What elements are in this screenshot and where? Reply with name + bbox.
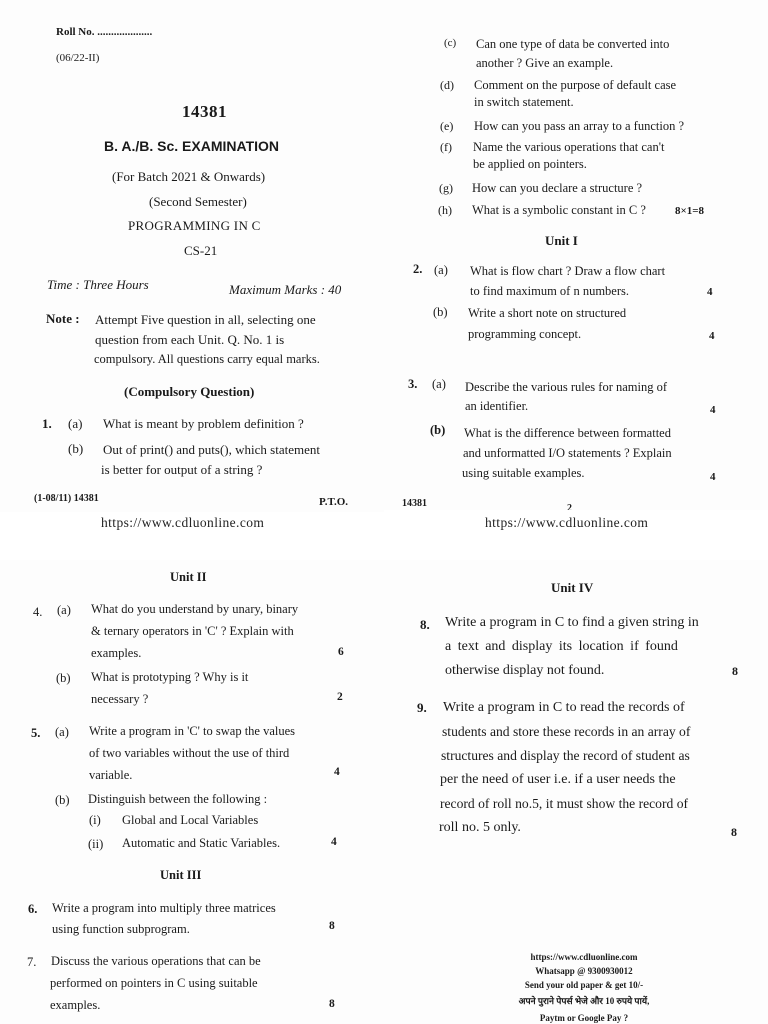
page2-footer-code: 14381 bbox=[402, 498, 427, 509]
q7-marks: 8 bbox=[329, 998, 335, 1010]
q1f-label: (f) bbox=[440, 140, 452, 154]
q2a-marks: 4 bbox=[707, 286, 713, 298]
q5b-i-label: (i) bbox=[89, 813, 101, 827]
q5b-text: Distinguish between the following : bbox=[88, 792, 268, 806]
q3b-marks: 4 bbox=[710, 471, 716, 483]
q1g-label: (g) bbox=[439, 181, 453, 195]
q1f-line-1: Name the various operations that can't bbox=[473, 140, 665, 154]
promo-url: https://www.cdluonline.com bbox=[530, 952, 638, 962]
page-2 bbox=[384, 0, 768, 510]
q2a-label: (a) bbox=[434, 263, 448, 277]
q2b-label: (b) bbox=[433, 305, 448, 319]
q6-line-1: Write a program into multiply three matrices bbox=[52, 901, 276, 915]
exam-title: B. A./B. Sc. EXAMINATION bbox=[104, 138, 280, 154]
q1e-label: (e) bbox=[440, 119, 454, 133]
q5a-line-1: Write a program in 'C' to swap the values bbox=[89, 724, 296, 738]
q2a-line-1: What is flow chart ? Draw a flow chart bbox=[470, 264, 666, 278]
page-number: 2 bbox=[567, 503, 572, 510]
q1e-text: How can you pass an array to a function ? bbox=[474, 119, 684, 133]
q9-line-4: per the need of user i.e. if a user needs the bbox=[440, 772, 676, 787]
q1c-line-1: Can one type of data be converted into bbox=[476, 37, 670, 51]
q9-line-1: Write a program in C to read the records of bbox=[443, 700, 685, 715]
q2b-line-2: programming concept. bbox=[468, 327, 582, 341]
q5b-ii-label: (ii) bbox=[88, 837, 104, 851]
q4a-line-2: & ternary operators in 'C' ? Explain with bbox=[91, 624, 294, 638]
q9-number: 9. bbox=[417, 700, 427, 715]
unit-4-heading: Unit IV bbox=[551, 580, 594, 595]
unit-3-heading: Unit III bbox=[160, 868, 202, 882]
note-label: Note : bbox=[46, 311, 80, 326]
unit-1-heading: Unit I bbox=[545, 233, 578, 248]
q2b-line-1: Write a short note on structured bbox=[468, 306, 627, 320]
q3a-line-2: an identifier. bbox=[465, 399, 529, 413]
q3b-line-1: What is the difference between formatted bbox=[464, 426, 671, 440]
q4b-line-1: What is prototyping ? Why is it bbox=[91, 670, 249, 684]
q9-line-5: record of roll no.5, it must show the record of bbox=[440, 796, 689, 811]
q3a-line-1: Describe the various rules for naming of bbox=[465, 380, 668, 394]
q8-number: 8. bbox=[420, 617, 430, 632]
compulsory-heading: (Compulsory Question) bbox=[124, 384, 255, 399]
q4b-label: (b) bbox=[56, 671, 71, 685]
course-code: CS-21 bbox=[184, 243, 218, 258]
q1a-label: (a) bbox=[68, 416, 83, 431]
q6-line-2: using function subprogram. bbox=[52, 922, 190, 936]
q1c-label: (c) bbox=[444, 37, 457, 49]
q5-number: 5. bbox=[31, 726, 41, 740]
q1f-line-2: be applied on pointers. bbox=[473, 157, 587, 171]
q1c-line-2: another ? Give an example. bbox=[476, 56, 614, 70]
q1b-line-1: Out of print() and puts(), which statement bbox=[103, 442, 320, 457]
page2-website-url: https://www.cdluonline.com bbox=[485, 515, 649, 530]
q1d-line-1: Comment on the purpose of default case bbox=[474, 78, 677, 92]
q5b-ii-text: Automatic and Static Variables. bbox=[122, 836, 281, 850]
q1g-text: How can you declare a structure ? bbox=[472, 181, 643, 195]
q2b-marks: 4 bbox=[709, 330, 715, 342]
q9-line-6: roll no. 5 only. bbox=[439, 820, 521, 835]
q8-line-1: Write a program in C to find a given string in bbox=[445, 615, 699, 630]
q1b-label: (b) bbox=[68, 441, 84, 456]
q1d-line-2: in switch statement. bbox=[474, 95, 574, 109]
note-line-2: question from each Unit. Q. No. 1 is bbox=[95, 332, 285, 347]
q3a-marks: 4 bbox=[710, 404, 716, 416]
page-3 bbox=[0, 560, 384, 1024]
q1-marks: 8×1=8 bbox=[675, 205, 705, 217]
q5a-marks: 4 bbox=[334, 766, 340, 778]
subject: PROGRAMMING IN C bbox=[128, 218, 261, 233]
q6-number: 6. bbox=[28, 902, 38, 916]
q3b-line-2: and unformatted I/O statements ? Explain bbox=[463, 446, 672, 460]
q9-line-2: students and store these records in an array of bbox=[442, 724, 691, 739]
note-line-3: compulsory. All questions carry equal marks. bbox=[94, 352, 320, 366]
q4a-marks: 6 bbox=[338, 646, 344, 658]
q9-marks: 8 bbox=[731, 825, 737, 839]
q4b-line-2: necessary ? bbox=[91, 692, 149, 706]
q1d-label: (d) bbox=[440, 78, 454, 92]
q8-line-3: otherwise display not found. bbox=[445, 663, 605, 678]
promo-hindi: अपने पुराने पेपर्स भेजे और 10 रुपये पायें, bbox=[518, 996, 650, 1006]
q8-marks: 8 bbox=[732, 664, 738, 678]
pto: P.T.O. bbox=[319, 496, 349, 508]
promo-payment: Paytm or Google Pay ? bbox=[539, 1013, 629, 1023]
q8-line-2: a text and display its location if found bbox=[445, 639, 678, 654]
q9-line-3: structures and display the record of student as bbox=[441, 748, 690, 763]
q1b-line-2: is better for output of a string ? bbox=[101, 462, 263, 477]
max-marks: Maximum Marks : 40 bbox=[229, 282, 342, 297]
q3b-label: (b) bbox=[430, 423, 446, 437]
q3a-label: (a) bbox=[432, 377, 446, 391]
q1h-text: What is a symbolic constant in C ? bbox=[472, 203, 646, 217]
page-1 bbox=[0, 0, 384, 512]
q1h-label: (h) bbox=[438, 203, 452, 217]
promo-whatsapp: Whatsapp @ 9300930012 bbox=[535, 966, 633, 976]
time-label: Time : Three Hours bbox=[47, 277, 149, 292]
q7-line-3: examples. bbox=[50, 998, 101, 1012]
page1-website-url: https://www.cdluonline.com bbox=[101, 515, 265, 530]
q4-number: 4. bbox=[33, 605, 43, 619]
session-code: (06/22-II) bbox=[56, 52, 100, 64]
semester: (Second Semester) bbox=[149, 194, 247, 209]
unit-2-heading: Unit II bbox=[170, 570, 207, 584]
q7-line-2: performed on pointers in C using suitable bbox=[50, 976, 258, 990]
q7-line-1: Discuss the various operations that can be bbox=[51, 954, 261, 968]
q5b-label: (b) bbox=[55, 793, 70, 807]
q4a-line-1: What do you understand by unary, binary bbox=[91, 602, 299, 616]
q4a-label: (a) bbox=[57, 603, 71, 617]
q3-number: 3. bbox=[408, 377, 418, 391]
q2-number: 2. bbox=[413, 262, 423, 276]
page-4 bbox=[384, 560, 768, 1024]
q5b-marks: 4 bbox=[331, 836, 337, 848]
q2a-line-2: to find maximum of n numbers. bbox=[470, 284, 630, 298]
roll-number: Roll No. .................... bbox=[56, 26, 153, 38]
q3b-line-3: using suitable examples. bbox=[462, 466, 585, 480]
note-line-1: Attempt Five question in all, selecting one bbox=[95, 312, 316, 327]
q7-number: 7. bbox=[27, 955, 37, 969]
q5a-line-3: variable. bbox=[89, 768, 133, 782]
q4a-line-3: examples. bbox=[91, 646, 142, 660]
q4b-marks: 2 bbox=[337, 691, 343, 703]
q5a-line-2: of two variables without the use of third bbox=[89, 746, 290, 760]
q5a-label: (a) bbox=[55, 725, 69, 739]
q1a-text: What is meant by problem definition ? bbox=[103, 416, 304, 431]
paper-code: 14381 bbox=[182, 102, 227, 121]
page1-footer-code: (1-08/11) 14381 bbox=[34, 493, 99, 504]
q6-marks: 8 bbox=[329, 920, 335, 932]
q1-number: 1. bbox=[42, 416, 52, 431]
promo-offer: Send your old paper & get 10/- bbox=[524, 980, 644, 990]
batch: (For Batch 2021 & Onwards) bbox=[112, 169, 266, 184]
q5b-i-text: Global and Local Variables bbox=[122, 813, 259, 827]
